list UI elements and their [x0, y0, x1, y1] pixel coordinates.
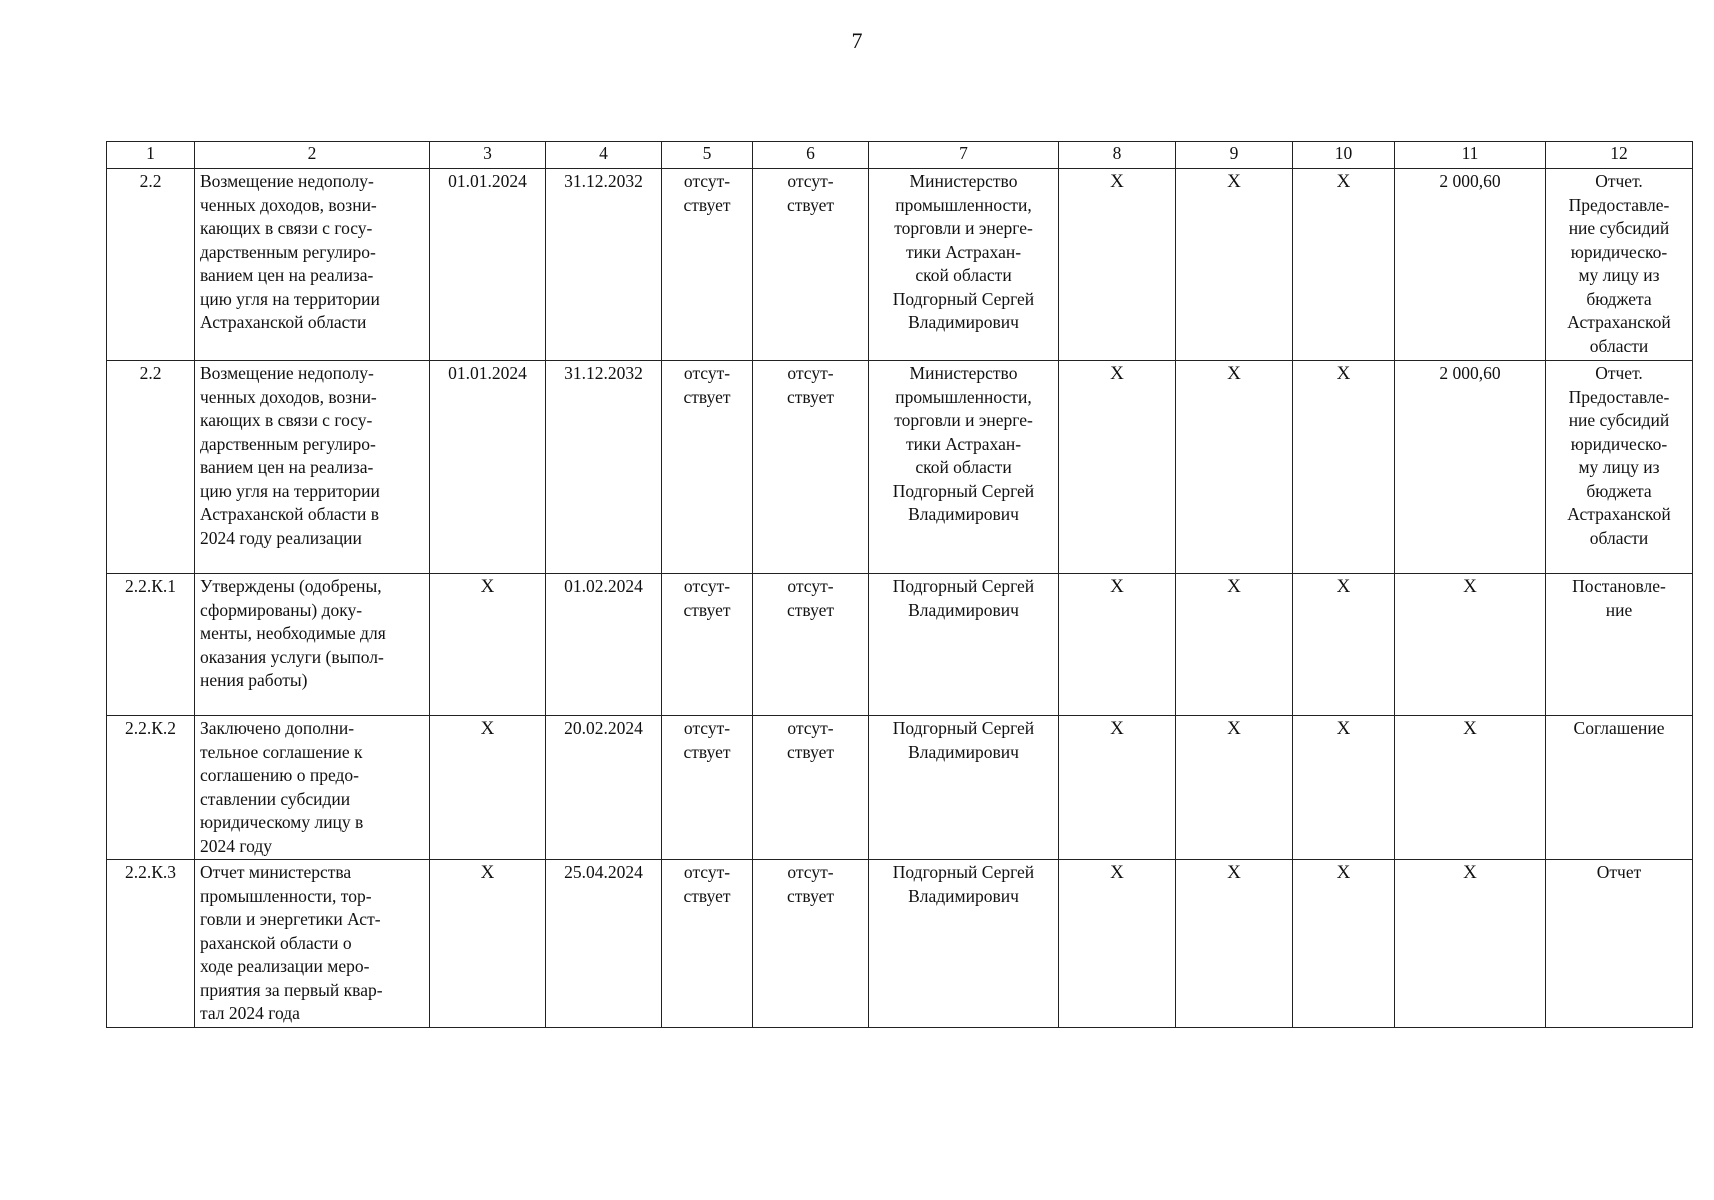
- activity-name-text: Утверждены (одобрены, сформированы) доку- менты, необходимые для оказания услуги (выпол- нения работы): [200, 576, 386, 690]
- column-9-cell: X: [1176, 574, 1293, 716]
- column-10-cell: X: [1293, 169, 1395, 361]
- activity-name: [195, 361, 430, 574]
- row-number: 2.2.К.3: [107, 860, 195, 1028]
- column-10-cell: X: [1293, 716, 1395, 860]
- responsible-text: Подгорный Сергей Владимирович: [892, 718, 1035, 762]
- column-8-cell: X: [1059, 860, 1176, 1028]
- table-row: [107, 169, 1693, 361]
- column-header: 9: [1176, 142, 1293, 169]
- start-date: 01.01.2024: [430, 169, 546, 361]
- column-8-cell: X: [1059, 361, 1176, 574]
- column-10-cell: X: [1293, 860, 1395, 1028]
- column-8-cell: X: [1059, 169, 1176, 361]
- responsible-text: Подгорный Сергей Владимирович: [892, 862, 1035, 906]
- column-5-cell: [662, 361, 753, 574]
- column-header: 2: [195, 142, 430, 169]
- column-6-cell: [753, 716, 869, 860]
- column-5-text: отсут- ствует: [683, 171, 731, 215]
- end-date: 25.04.2024: [546, 860, 662, 1028]
- end-date: 31.12.2032: [546, 169, 662, 361]
- responsible-cell: [869, 574, 1059, 716]
- column-5-cell: [662, 716, 753, 860]
- column-9-cell: X: [1176, 169, 1293, 361]
- header-row: [107, 142, 1693, 169]
- start-date: X: [430, 860, 546, 1028]
- column-header: 5: [662, 142, 753, 169]
- column-9-cell: X: [1176, 860, 1293, 1028]
- responsible-cell: [869, 860, 1059, 1028]
- column-header: 7: [869, 142, 1059, 169]
- column-5-text: отсут- ствует: [683, 363, 731, 407]
- table-row: [107, 574, 1693, 716]
- column-header: 10: [1293, 142, 1395, 169]
- start-date: 01.01.2024: [430, 361, 546, 574]
- responsible-cell: [869, 169, 1059, 361]
- row-number: 2.2: [107, 169, 195, 361]
- column-header: 1: [107, 142, 195, 169]
- column-header: 12: [1546, 142, 1693, 169]
- page-number: 7: [851, 28, 863, 53]
- table-row: [107, 361, 1693, 574]
- column-11-cell: X: [1395, 574, 1546, 716]
- column-6-cell: [753, 361, 869, 574]
- activity-name-text: Возмещение недополу- ченных доходов, возни- кающих в связи с госу- дарственным регулиро- ванием цен на реализа- цию угля на территории Астраханской области в 2024 году реализации: [200, 363, 380, 548]
- end-date: 31.12.2032: [546, 361, 662, 574]
- column-6-text: отсут- ствует: [786, 718, 834, 762]
- column-5-text: отсут- ствует: [683, 576, 731, 620]
- column-11-cell: 2 000,60: [1395, 169, 1546, 361]
- column-8-cell: X: [1059, 716, 1176, 860]
- column-header: 6: [753, 142, 869, 169]
- column-12-text: Соглашение: [1573, 718, 1665, 738]
- end-date: 01.02.2024: [546, 574, 662, 716]
- column-5-cell: [662, 169, 753, 361]
- column-11-cell: 2 000,60: [1395, 361, 1546, 574]
- column-5-text: отсут- ствует: [683, 718, 731, 762]
- column-header: 8: [1059, 142, 1176, 169]
- start-date: X: [430, 574, 546, 716]
- column-12-text: Постановле- ние: [1572, 576, 1666, 620]
- responsible-cell: [869, 716, 1059, 860]
- column-5-cell: [662, 860, 753, 1028]
- end-date: 20.02.2024: [546, 716, 662, 860]
- column-12-cell: [1546, 716, 1693, 860]
- column-6-cell: [753, 169, 869, 361]
- column-6-text: отсут- ствует: [786, 363, 834, 407]
- column-8-cell: X: [1059, 574, 1176, 716]
- activity-name: [195, 169, 430, 361]
- column-header: 4: [546, 142, 662, 169]
- activity-name-text: Заключено дополни- тельное соглашение к соглашению о предо- ставлении субсидии юридическому лицу в 2024 году: [200, 718, 364, 856]
- row-number: 2.2.К.1: [107, 574, 195, 716]
- column-10-cell: X: [1293, 574, 1395, 716]
- column-12-cell: [1546, 169, 1693, 361]
- responsible-cell: [869, 361, 1059, 574]
- table-row: [107, 716, 1693, 860]
- column-10-cell: X: [1293, 361, 1395, 574]
- column-6-cell: [753, 574, 869, 716]
- column-12-cell: [1546, 860, 1693, 1028]
- responsible-text: Министерство промышленности, торговли и энерге- тики Астрахан- ской области Подгорный Сергей Владимирович: [892, 171, 1035, 332]
- column-11-cell: X: [1395, 860, 1546, 1028]
- column-6-text: отсут- ствует: [786, 576, 834, 620]
- column-9-cell: X: [1176, 361, 1293, 574]
- start-date: X: [430, 716, 546, 860]
- column-6-text: отсут- ствует: [786, 862, 834, 906]
- row-number: 2.2.К.2: [107, 716, 195, 860]
- column-12-cell: [1546, 574, 1693, 716]
- column-5-cell: [662, 574, 753, 716]
- column-5-text: отсут- ствует: [683, 862, 731, 906]
- responsible-text: Министерство промышленности, торговли и энерге- тики Астрахан- ской области Подгорный Сергей Владимирович: [892, 363, 1035, 524]
- column-header: 3: [430, 142, 546, 169]
- column-6-text: отсут- ствует: [786, 171, 834, 215]
- activities-table: [106, 141, 1693, 1028]
- activity-name: [195, 860, 430, 1028]
- column-12-text: Отчет: [1596, 862, 1642, 882]
- activity-name-text: Возмещение недополу- ченных доходов, возни- кающих в связи с госу- дарственным регулиро- ванием цен на реализа- цию угля на территории Астраханской области: [200, 171, 380, 332]
- column-11-cell: X: [1395, 716, 1546, 860]
- column-6-cell: [753, 860, 869, 1028]
- column-header: 11: [1395, 142, 1546, 169]
- column-12-text: Отчет. Предоставле- ние субсидий юридическо- му лицу из бюджета Астраханской области: [1567, 363, 1671, 548]
- column-12-cell: [1546, 361, 1693, 574]
- table-row: [107, 860, 1693, 1028]
- row-number: 2.2: [107, 361, 195, 574]
- responsible-text: Подгорный Сергей Владимирович: [892, 576, 1035, 620]
- column-12-text: Отчет. Предоставле- ние субсидий юридическо- му лицу из бюджета Астраханской области: [1567, 171, 1671, 356]
- activity-name: [195, 716, 430, 860]
- activity-name-text: Отчет министерства промышленности, тор- говли и энергетики Аст- раханской области о ходе реализации меро- приятия за первый квар- тал 2024 года: [200, 862, 383, 1023]
- activity-name: [195, 574, 430, 716]
- column-9-cell: X: [1176, 716, 1293, 860]
